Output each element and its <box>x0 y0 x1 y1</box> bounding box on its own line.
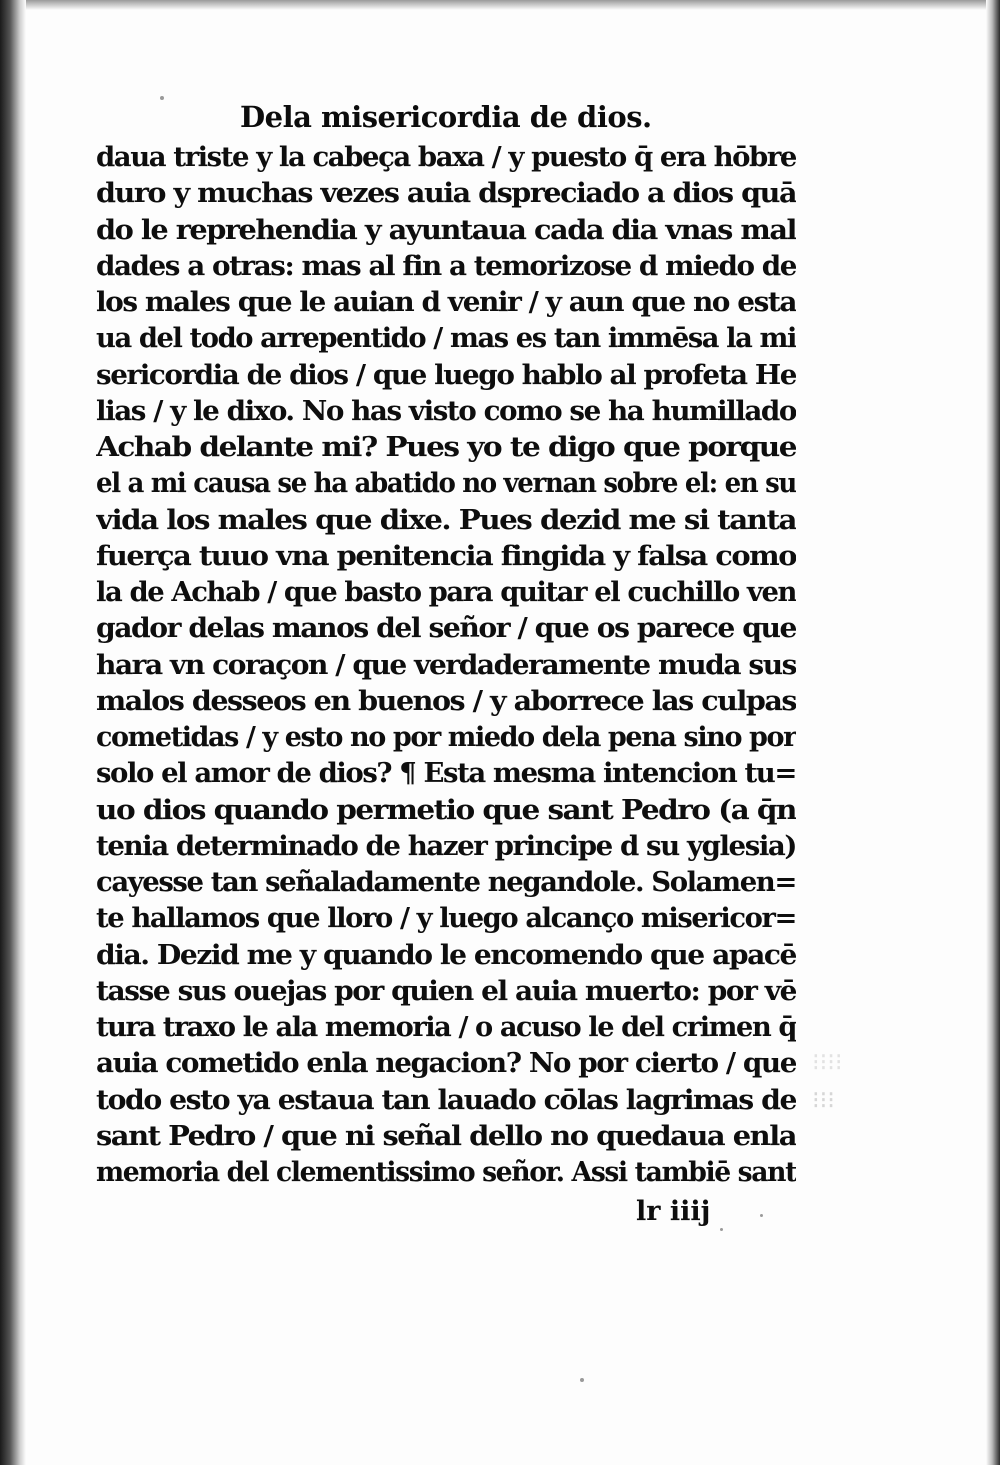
text-line: vida los males que dixe. Pues dezid me si tanta <box>96 504 796 536</box>
signature-mark: lr iiij <box>636 1196 711 1227</box>
text-line: duro y muchas vezes auia dspreciado a dios quā <box>96 178 796 210</box>
text-line: gador delas manos del señor / que os parece que <box>96 613 796 645</box>
text-line: daua triste y la cabeça baxa / y puesto q̄ era hōbre <box>96 142 796 173</box>
text-line: sericordia de dios / que luego hablo al profeta He <box>96 359 796 391</box>
text-line: dades a otras: mas al fin a temorizose d miedo de <box>96 250 796 282</box>
text-line: tasse sus ouejas por quien el auia muerto: por vē <box>96 975 796 1007</box>
body-text <box>96 140 796 1191</box>
text-line: auia cometido enla negacion? No por cierto / que <box>96 1048 796 1080</box>
bleed-through-mark: ⁝⁝⁝ <box>812 1086 835 1114</box>
text-line: cometidas / y esto no por miedo dela pena sino por <box>96 722 796 753</box>
text-line: do le reprehendia y ayuntaua cada dia vnas mal <box>96 214 796 246</box>
text-line: dia. Dezid me y quando le encomendo que apacē <box>96 939 796 971</box>
text-line: hara vn coraçon / que verdaderamente muda sus <box>96 649 796 681</box>
text-line: Achab delante mi? Pues yo te digo que porque <box>96 432 796 463</box>
text-line: te hallamos que lloro / y luego alcanço misericor= <box>96 903 796 935</box>
text-line: los males que le auian d venir / y aun que no esta <box>96 287 796 318</box>
text-line: sant Pedro / que ni señal dello no quedaua enla <box>96 1120 796 1152</box>
text-line: cayesse tan señaladamente negandole. Solamen= <box>96 867 796 898</box>
text-line: el a mi causa se ha abatido no vernan sobre el: en su <box>96 468 796 500</box>
text-line: malos desseos en buenos / y aborrece las culpas <box>96 685 796 717</box>
text-line: todo esto ya estaua tan lauado cōlas lagrimas de <box>96 1084 796 1116</box>
page-right-edge <box>986 0 1000 1465</box>
text-line: la de Achab / que basto para quitar el cuchillo ven <box>96 577 796 608</box>
text-line: memoria del clementissimo señor. Assi tambiē sant <box>96 1157 796 1188</box>
text-line: tenia determinado de hazer principe d su yglesia) <box>96 830 796 862</box>
page-top-edge <box>0 0 1000 10</box>
page-left-edge <box>0 0 26 1465</box>
text-line: tura traxo le ala memoria / o acuso le del crimen q̄ <box>96 1012 796 1043</box>
text-line: fuerça tuuo vna penitencia fingida y falsa como <box>96 540 796 572</box>
text-line: uo dios quando permetio que sant Pedro (a q̄n <box>96 794 796 826</box>
paper-speck <box>580 1378 584 1382</box>
text-line: lias / y le dixo. No has visto como se ha humillado <box>96 395 796 427</box>
bleed-through-mark: ⁝⁝⁝⁝ <box>812 1048 843 1076</box>
text-line: ua del todo arrepentido / mas es tan immēsa la mi <box>96 323 796 355</box>
paper-speck <box>720 1228 723 1231</box>
text-line: solo el amor de dios? ¶ Esta mesma intencion tu= <box>96 758 796 790</box>
paper-speck <box>160 96 164 100</box>
running-head: Dela misericordia de dios. <box>240 100 652 134</box>
paper-speck <box>760 1214 763 1217</box>
